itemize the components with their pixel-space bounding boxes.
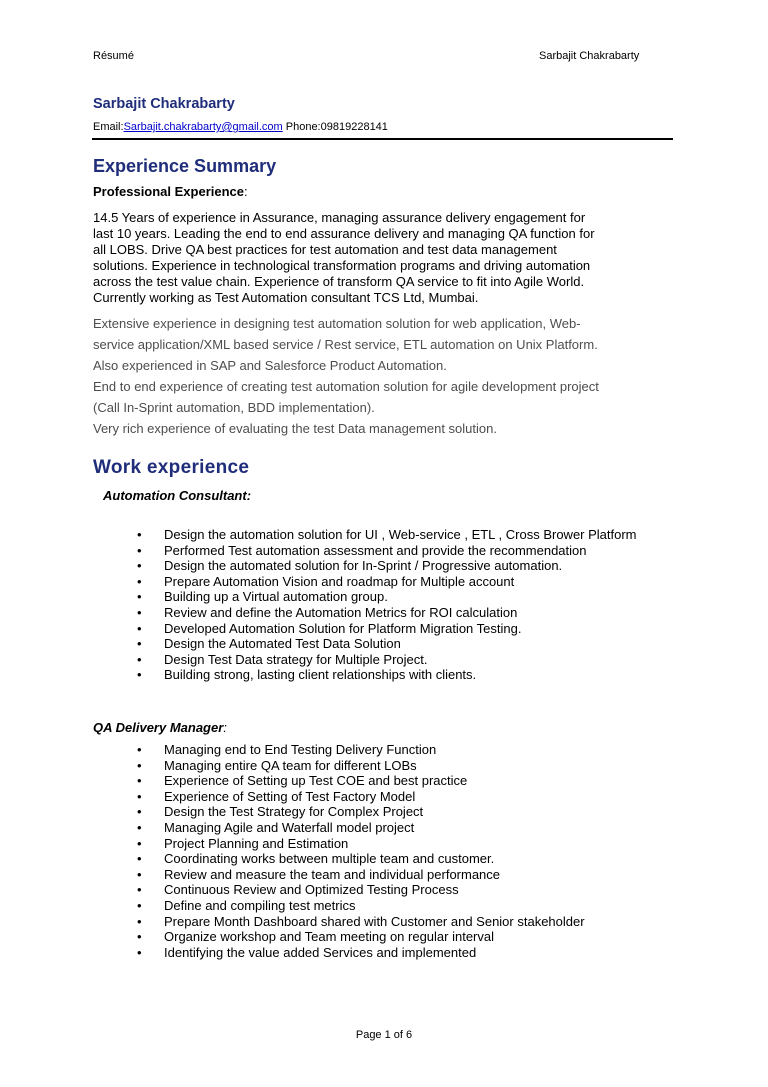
list-item: • Continuous Review and Optimized Testing Process (137, 882, 674, 898)
list-item: • Design the Automated Test Data Solution (137, 636, 674, 652)
experience-line: Extensive experience in designing test automation solution for web application, Web- (93, 316, 581, 331)
summary-paragraph (93, 210, 673, 306)
list-item: • Design the automation solution for UI , Web-service , ETL , Cross Brower Platform (137, 527, 674, 543)
list-item: • Design the Test Strategy for Complex Project (137, 804, 674, 820)
extensive-experience-paragraph (93, 313, 683, 439)
phone-number: 09819228141 (320, 121, 388, 133)
candidate-name: Sarbajit Chakrabarty (93, 96, 235, 112)
list-item: • Performed Test automation assessment and provide the recommendation (137, 543, 674, 559)
header-document-type: Résumé (93, 50, 134, 62)
summary-line: across the test value chain. Experience of transform QA service to fit into Agile World. (93, 274, 585, 289)
role-title-qa-delivery-manager (93, 720, 227, 735)
list-item: • Review and measure the team and individual performance (137, 867, 674, 883)
list-item: • Developed Automation Solution for Platform Migration Testing. (137, 621, 674, 637)
list-item: • Prepare Month Dashboard shared with Customer and Senior stakeholder (137, 914, 674, 930)
summary-line: solutions. Experience in technological transformation programs and driving automation (93, 258, 591, 273)
list-item: • Coordinating works between multiple team and customer. (137, 851, 674, 867)
list-item: • Experience of Setting up Test COE and best practice (137, 773, 674, 789)
contact-line (93, 121, 388, 133)
professional-experience-subheading (93, 184, 248, 199)
list-item: • Design the automated solution for In-Sprint / Progressive automation. (137, 558, 674, 574)
summary-line: 14.5 Years of experience in Assurance, managing assurance delivery engagement for (93, 210, 586, 225)
qa-delivery-manager-label: QA Delivery Manager (93, 720, 224, 735)
list-item: • Managing Agile and Waterfall model project (137, 820, 674, 836)
professional-experience-label: Professional Experience (93, 184, 245, 199)
list-item: • Identifying the value added Services and implemented (137, 945, 674, 961)
experience-line: (Call In-Sprint automation, BDD implementation). (93, 400, 375, 415)
work-experience-heading: Work experience (93, 457, 250, 478)
list-item: • Experience of Setting of Test Factory Model (137, 789, 674, 805)
email-label: Email: (93, 121, 124, 133)
list-item: • Building up a Virtual automation group. (137, 589, 674, 605)
header-author-name: Sarbajit Chakrabarty (539, 50, 640, 62)
summary-line: last 10 years. Leading the end to end assurance delivery and managing QA function for (93, 226, 595, 241)
list-item: • Managing entire QA team for different LOBs (137, 758, 674, 774)
list-item: • Prepare Automation Vision and roadmap for Multiple account (137, 574, 674, 590)
page-number: Page 1 of 6 (355, 1029, 413, 1041)
experience-line: End to end experience of creating test automation solution for agile development project (93, 379, 599, 394)
experience-line: service application/XML based service / Rest service, ETL automation on Unix Platform. (93, 337, 598, 352)
summary-line: all LOBS. Drive QA best practices for test automation and test data management (93, 242, 557, 257)
list-item: • Organize workshop and Team meeting on regular interval (137, 929, 674, 945)
phone-label: Phone: (285, 121, 321, 133)
list-item: • Design Test Data strategy for Multiple Project. (137, 652, 674, 668)
list-item: • Managing end to End Testing Delivery Function (137, 742, 674, 758)
list-item: • Building strong, lasting client relationships with clients. (137, 667, 674, 683)
list-item: • Review and define the Automation Metrics for ROI calculation (137, 605, 674, 621)
experience-line: Also experienced in SAP and Salesforce Product Automation. (93, 358, 447, 373)
email-link[interactable]: Sarbajit.chakrabarty@gmail.com (123, 121, 283, 133)
experience-line: Very rich experience of evaluating the test Data management solution. (93, 421, 497, 436)
professional-experience-colon: : (244, 184, 248, 199)
experience-summary-heading: Experience Summary (93, 156, 277, 176)
automation-consultant-duties-list (137, 527, 674, 683)
list-item: • Define and compiling test metrics (137, 898, 674, 914)
summary-line: Currently working as Test Automation consultant TCS Ltd, Mumbai. (93, 290, 479, 305)
list-item: • Project Planning and Estimation (137, 836, 674, 852)
qa-delivery-manager-colon: : (223, 720, 227, 735)
role-title-automation-consultant: Automation Consultant: (103, 488, 252, 503)
qa-delivery-manager-duties-list (137, 742, 674, 960)
header-divider (92, 138, 673, 140)
